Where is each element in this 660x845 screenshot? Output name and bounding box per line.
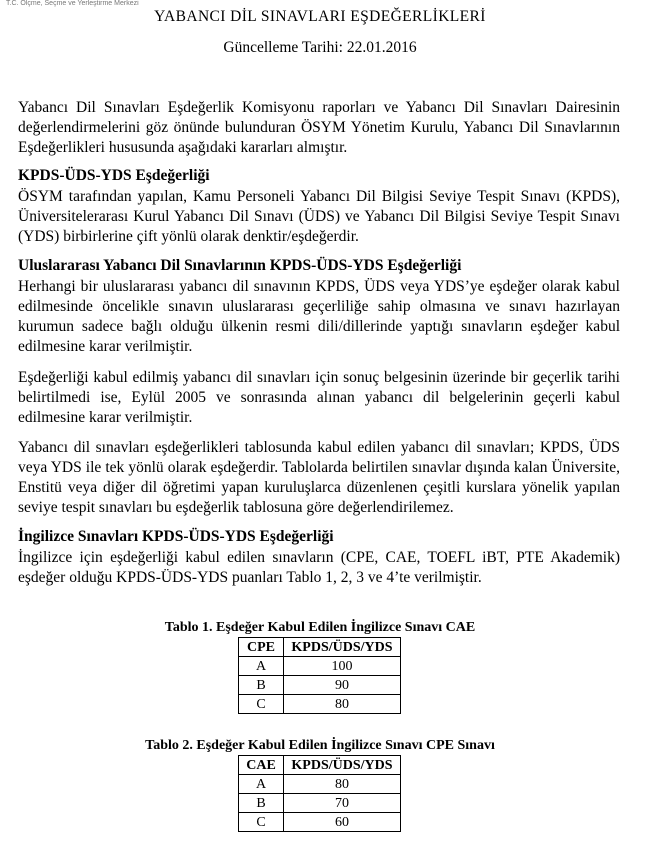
- table-cell: 60: [284, 813, 401, 832]
- table1: [238, 637, 401, 714]
- table-header-cell: CAE: [239, 756, 284, 775]
- table-row: [239, 676, 401, 695]
- section1-heading: KPDS-ÜDS-YDS Eşdeğerliği: [18, 167, 210, 184]
- section1-paragraph: ÖSYM tarafından yapılan, Kamu Personeli Yabancı Dil Bilgisi Seviye Tespit Sınavı (KPDS), Üniversitelerarası Kurul Yabancı Dil Sınavı (ÜDS) ve Yabancı Dil Bilgisi Seviye Tespit Sınavı (YDS) birbirlerine çift yönlü olarak denktir/eşdeğerdir.: [18, 188, 620, 245]
- table-cell: 70: [284, 794, 401, 813]
- table-row: [239, 813, 401, 832]
- section3-heading: İngilizce Sınavları KPDS-ÜDS-YDS Eşdeğerliği: [18, 528, 334, 545]
- section3-paragraph: İngilizce için eşdeğerliği kabul edilen sınavların (CPE, CAE, TOEFL iBT, PTE Akademik) eşdeğer olduğu KPDS-ÜDS-YDS puanları Tablo 1, 2, 3 ve 4’te verilmiştir.: [18, 549, 620, 586]
- table-cell: 80: [284, 775, 401, 794]
- table1-caption: Tablo 1. Eşdeğer Kabul Edilen İngilizce Sınavı CAE: [164, 620, 476, 635]
- table-row: [239, 695, 401, 714]
- table-cell: 90: [284, 676, 401, 695]
- table-cell: A: [239, 775, 284, 794]
- section2-paragraph-1: Herhangi bir uluslararası yabancı dil sınavının KPDS, ÜDS veya YDS’ye eşdeğer olarak kabul edilmesinde öncelikle sınavın uluslararası geçerliliğe sahip olmasına ve sınavı hazırlayan kurumun sadece bağlı olduğu ülkenin resmi dili/dillerinde yaptığı sınavların eşdeğer kabul edilmesine karar verilmiştir.: [18, 278, 620, 355]
- table-header-cell: KPDS/ÜDS/YDS: [284, 756, 401, 775]
- table2: [238, 755, 401, 832]
- table-cell: 100: [284, 657, 401, 676]
- table-cell: C: [239, 695, 284, 714]
- section2-heading: Uluslararası Yabancı Dil Sınavlarının KPDS-ÜDS-YDS Eşdeğerliği: [18, 257, 462, 274]
- table-cell: A: [239, 657, 284, 676]
- table-cell: C: [239, 813, 284, 832]
- document-title: YABANCI DİL SINAVLARI EŞDEĞERLİKLERİ: [154, 8, 486, 25]
- table-header-cell: CPE: [239, 638, 284, 657]
- table-cell: B: [239, 676, 284, 695]
- table-header-cell: KPDS/ÜDS/YDS: [284, 638, 401, 657]
- header-note: T.C. Ölçme, Seçme ve Yerleştirme Merkezi: [6, 0, 139, 7]
- intro-paragraph: Yabancı Dil Sınavları Eşdeğerlik Komisyonu raporları ve Yabancı Dil Sınavları Dairesinin değerlendirmelerini göz önünde bulunduran ÖSYM Yönetim Kurulu, Yabancı Dil Sınavlarının Eşdeğerlikleri hususunda aşağıdaki kararları almıştır.: [18, 99, 620, 156]
- table-row: [239, 775, 401, 794]
- table-row: [239, 657, 401, 676]
- table-header-row: [239, 638, 401, 657]
- section2-paragraph-3: Yabancı dil sınavları eşdeğerlikleri tablosunda kabul edilen yabancı dil sınavları; KPDS, ÜDS veya YDS ile tek yönlü olarak eşdeğerdir. Tablolarda belirtilen sınavlar dışında kalan Üniversite, Enstitü veya diğer dil öğretimi yapan kuruluşlarca düzenlenen çeşitli kurslara yönelik yapılan seviye tespit sınavları bu eşdeğerlik tablosuna göre değerlendirilemez.: [18, 439, 620, 516]
- table-row: [239, 794, 401, 813]
- update-date: Güncelleme Tarihi: 22.01.2016: [223, 39, 417, 56]
- table-header-row: [239, 756, 401, 775]
- section2-paragraph-2: Eşdeğerliği kabul edilmiş yabancı dil sınavları için sonuç belgesinin üzerinde bir geçerlik tarihi belirtilmedi ise, Eylül 2005 ve sonrasında alınan yabancı dil belgelerinin geçerli kabul edilmesine karar verilmiştir.: [18, 369, 620, 426]
- table2-caption: Tablo 2. Eşdeğer Kabul Edilen İngilizce Sınavı CPE Sınavı: [145, 738, 495, 753]
- table-cell: B: [239, 794, 284, 813]
- table-cell: 80: [284, 695, 401, 714]
